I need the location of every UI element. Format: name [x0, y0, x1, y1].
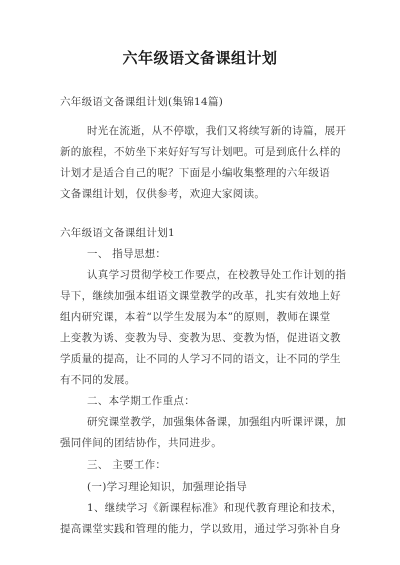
document-subtitle: 六年级语文备课组计划(集锦14篇) — [60, 96, 224, 108]
heading-work-focus: 二、本学期工作重点： — [87, 395, 195, 407]
intro-line: 计划才是适合自己的呢？下面是小编收集整理的六年级语 — [60, 167, 330, 179]
paragraph-line: 导下，继续加强本组语文课堂教学的改革，扎实有效地上好 — [60, 290, 341, 302]
heading-main-work: 三、 主要工作： — [87, 459, 167, 471]
paragraph-line: 强同伴间的团结协作，共同进步。 — [60, 437, 222, 449]
paragraph-line: 组内研究课，本着“以学生发展为本”的原则，教师在课堂 — [60, 311, 331, 323]
intro-line: 文备课组计划，仅供参考，欢迎大家阅读。 — [60, 188, 266, 200]
paragraph-line: 研究课堂教学，加强集体备课，加强组内听课评课，加 — [87, 416, 347, 428]
section-title: 六年级语文备课组计划1 — [60, 227, 175, 239]
intro-line: 时光在流逝，从不停歇，我们又将续写新的诗篇，展开 — [87, 125, 347, 137]
heading-guiding-thought: 一、 指导思想： — [87, 248, 167, 260]
paragraph-line: 认真学习贯彻学校工作要点，在校教导处工作计划的指 — [87, 269, 347, 281]
document-title: 六年级语文备课组计划 — [122, 49, 278, 67]
paragraph-line: 有不同的发展。 — [60, 374, 136, 386]
paragraph-line: 1、继续学习《新课程标准》和现代教育理论和技术， — [87, 502, 343, 514]
subheading-theory: (一)学习理论知识，加强理论指导 — [87, 481, 247, 493]
intro-line: 新的旅程，不妨坐下来好好写写计划吧。可是到底什么样的 — [60, 146, 341, 158]
paragraph-line: 学质量的提高，让不同的人学习不同的语文，让不同的学生 — [60, 353, 341, 365]
paragraph-line: 上变教为诱、变教为导、变教为思、变教为悟，促进语文教 — [60, 332, 341, 344]
paragraph-line: 提高课堂实践和管理的能力，学以致用，通过学习弥补自身 — [60, 523, 341, 535]
